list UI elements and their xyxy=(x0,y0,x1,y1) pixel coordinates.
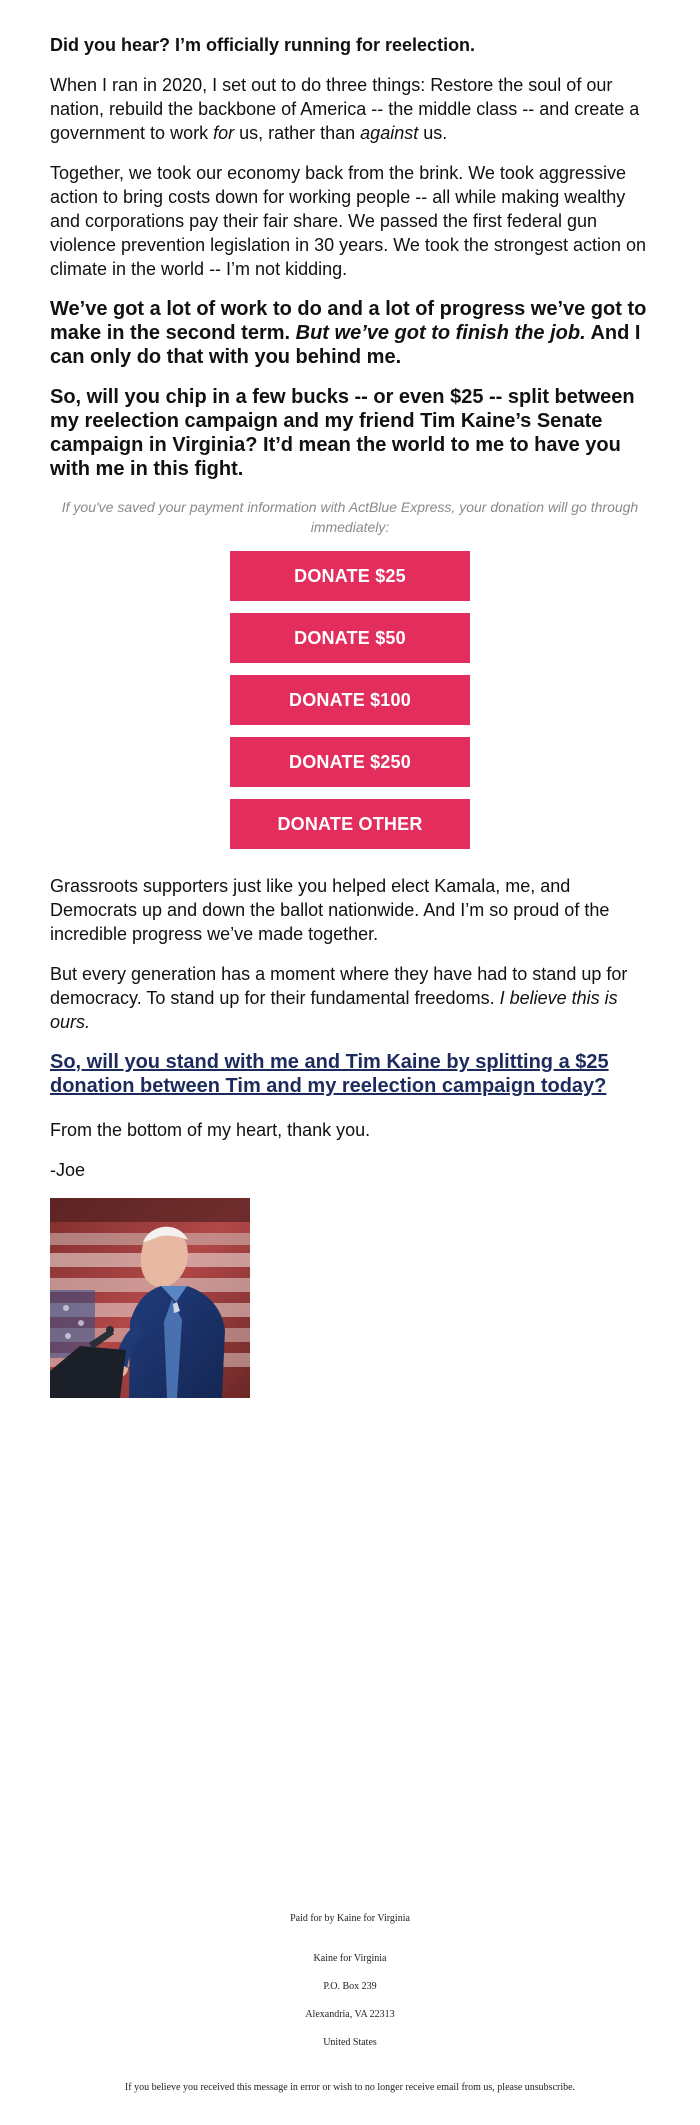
footer-po-box: P.O. Box 239 xyxy=(323,1981,377,1992)
donate-other-button[interactable]: DONATE OTHER xyxy=(230,799,470,849)
paragraph-1-before: When I ran in 2020, I set out to do three things: Restore the soul of our nation, rebuild the backbone of America -- the middle class -- and create a government to work xyxy=(50,75,640,143)
split-donation-link[interactable]: So, will you stand with me and Tim Kaine by splitting a $25 donation between Tim and my reelection campaign today? xyxy=(50,1051,609,1097)
paragraph-6-before: But every generation has a moment where they have had to stand up for democracy. To stand up for their fundamental freedoms. xyxy=(50,964,628,1008)
paragraph-3-before: We’ve got a lot of work to do and a lot of progress we’ve got to make in the second term. xyxy=(50,298,647,344)
president-photo xyxy=(50,1198,250,1398)
thanks-text: From the bottom of my heart, thank you. xyxy=(50,1120,371,1140)
paragraph-4: So, will you chip in a few bucks -- or even $25 -- split between my reelection campaign and my friend Tim Kaine’s Senate campaign in Virginia? It’d mean the world to me to have you with me in this fight. xyxy=(50,386,635,480)
footer-org: Kaine for Virginia xyxy=(313,1953,387,1964)
unsubscribe-text: If you believe you received this message in error or wish to no longer receive email from us, please unsubscribe. xyxy=(124,2082,576,2093)
paid-for-text: Paid for by Kaine for Virginia xyxy=(290,1913,410,1924)
footer-city: Alexandria, VA 22313 xyxy=(305,2009,395,2020)
donate-250-button[interactable]: DONATE $250 xyxy=(230,737,470,787)
donate-buttons xyxy=(50,551,650,849)
paragraph-5: Grassroots supporters just like you helped elect Kamala, me, and Democrats up and down the ballot nationwide. And I’m so proud of the incredible progress we’ve made together. xyxy=(50,876,610,944)
paragraph-2: Together, we took our economy back from the brink. We took aggressive action to bring costs down for working people -- all while making wealthy and corporations pay their fair share. We passed the first federal gun violence prevention legislation in 30 years. We took the strongest action on climate in the world -- I’m not kidding. xyxy=(50,163,647,279)
paragraph-1 xyxy=(50,73,650,145)
donate-50-button[interactable]: DONATE $50 xyxy=(230,613,470,663)
paragraph-6-italic: I believe this is ours. xyxy=(50,988,618,1032)
paragraph-1-middle: us, rather than xyxy=(234,123,361,143)
emphasis-for: for xyxy=(213,123,235,143)
email-footer xyxy=(50,1913,650,2094)
footer-country: United States xyxy=(323,2037,377,2048)
donate-100-button[interactable]: DONATE $100 xyxy=(230,675,470,725)
paragraph-6 xyxy=(50,962,650,1034)
actblue-note: If you've saved your payment information with ActBlue Express, your donation will go through immediately: xyxy=(61,499,639,535)
paragraph-1-after: us. xyxy=(418,123,448,143)
intro-text: Did you hear? I’m officially running for reelection. xyxy=(50,35,476,55)
signoff-text: -Joe xyxy=(50,1160,86,1180)
donate-25-button[interactable]: DONATE $25 xyxy=(230,551,470,601)
paragraph-3-after: And I can only do that with you behind me. xyxy=(50,322,641,368)
paragraph-3-italic: But we’ve got to finish the job. xyxy=(295,322,586,344)
paragraph-3 xyxy=(50,297,650,369)
emphasis-against: against xyxy=(360,123,419,143)
email-content xyxy=(50,33,650,1398)
